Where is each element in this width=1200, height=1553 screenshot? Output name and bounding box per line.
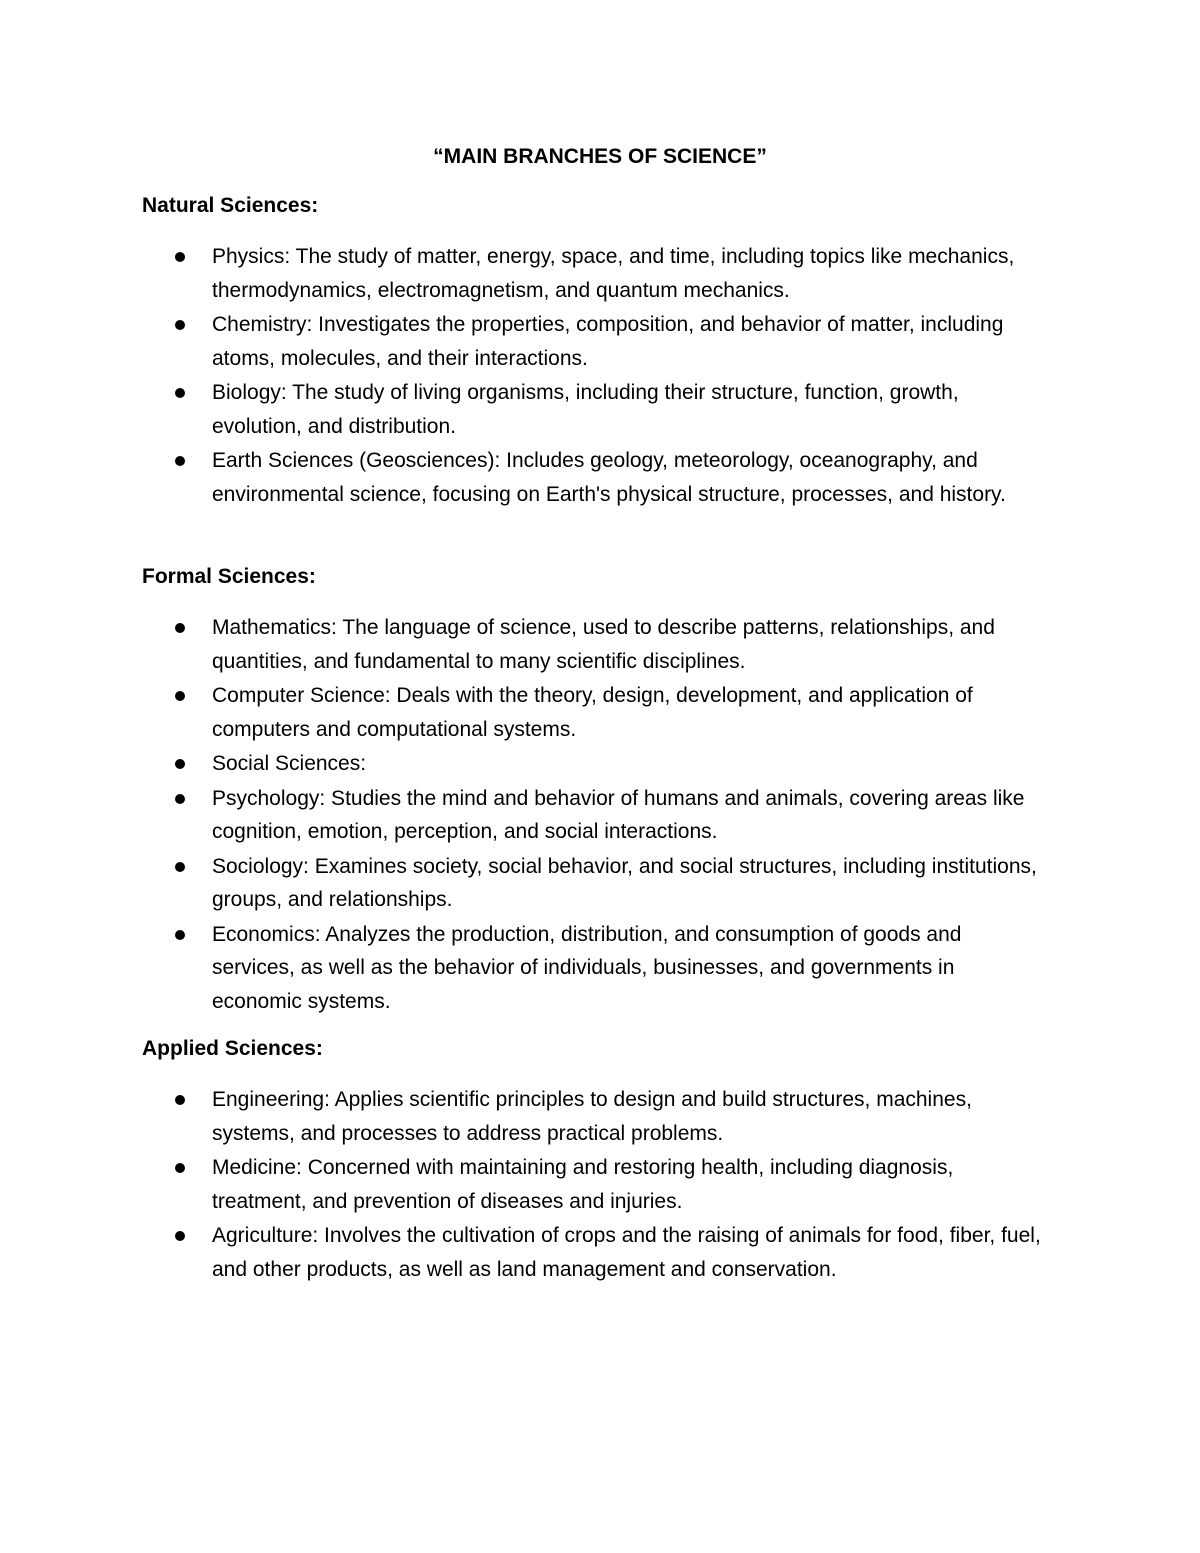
list-item [0,444,1200,511]
applied-sciences-list [0,1083,1200,1287]
bullet-icon [175,862,185,872]
list-item [0,782,1200,849]
list-item-text: Social Sciences: [212,752,367,775]
list-item-text: Agriculture: Involves the cultivation of crops and the raising of animals for food, fiber, fuel, and other products, as well as land management and conservation. [212,1224,1041,1281]
bullet-icon [175,691,185,701]
bullet-icon [175,759,185,769]
list-item-text: Mathematics: The language of science, used to describe patterns, relationships, and quantities, and fundamental to many scientific disciplines. [212,616,995,673]
list-item-text: Medicine: Concerned with maintaining and restoring health, including diagnosis, treatment, and prevention of diseases and injuries. [212,1156,954,1213]
list-item-text: Chemistry: Investigates the properties, composition, and behavior of matter, including atoms, molecules, and their interactions. [212,313,1004,370]
bullet-icon [175,1231,185,1241]
list-item [0,240,1200,307]
natural-sciences-list [0,240,1200,512]
list-item-text: Earth Sciences (Geosciences): Includes geology, meteorology, oceanography, and environmental science, focusing on Earth's physical structure, processes, and history. [212,449,1006,506]
bullet-icon [175,794,185,804]
list-item [0,1219,1200,1286]
list-item [0,679,1200,746]
list-item-text: Economics: Analyzes the production, distribution, and consumption of goods and services, as well as the behavior of individuals, businesses, and governments in economic systems. [212,922,962,1013]
bullet-icon [175,320,185,330]
bullet-icon [175,388,185,398]
list-item [0,1083,1200,1150]
page-title: “MAIN BRANCHES OF SCIENCE” [433,145,767,168]
list-item [0,376,1200,443]
list-item [0,611,1200,678]
list-item-text: Engineering: Applies scientific principles to design and build structures, machines, systems, and processes to address practical problems. [212,1088,972,1145]
bullet-icon [175,1095,185,1105]
list-item-text: Psychology: Studies the mind and behavior of humans and animals, covering areas like cognition, emotion, perception, and social interactions. [212,786,1025,843]
formal-sciences-list [0,611,1200,1019]
bullet-icon [175,623,185,633]
bullet-icon [175,456,185,466]
list-item [0,1151,1200,1218]
section-heading-formal-sciences: Formal Sciences: [142,565,316,588]
list-item-text: Sociology: Examines society, social behavior, and social structures, including institutions, groups, and relationships. [212,854,1037,911]
bullet-icon [175,930,185,940]
bullet-icon [175,1163,185,1173]
list-item-text: Physics: The study of matter, energy, space, and time, including topics like mechanics, thermodynamics, electromagnetism, and quantum mechanics. [212,245,1015,302]
section-heading-natural-sciences: Natural Sciences: [142,194,319,217]
list-item [0,850,1200,917]
list-item [0,308,1200,375]
list-item [0,747,1200,781]
bullet-icon [175,252,185,262]
list-item [0,918,1200,1019]
list-item-text: Computer Science: Deals with the theory, design, development, and application of computers and computational systems. [212,684,973,741]
list-item-text: Biology: The study of living organisms, including their structure, function, growth, evolution, and distribution. [212,381,959,438]
section-heading-applied-sciences: Applied Sciences: [142,1037,323,1060]
